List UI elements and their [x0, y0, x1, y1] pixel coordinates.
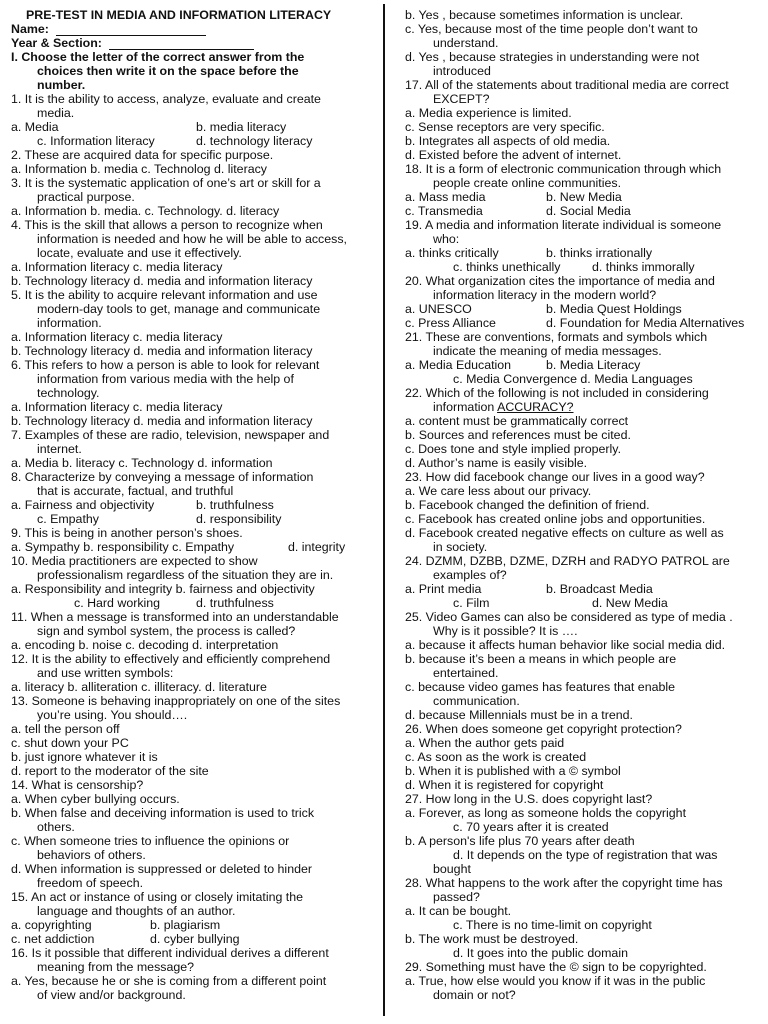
question-text: people create online communities.	[433, 176, 622, 190]
answer-choice: a. UNESCO	[405, 302, 472, 316]
question-text: 25. Video Games can also be considered as type of media .	[405, 610, 733, 624]
answer-choice: others.	[37, 820, 75, 834]
question-text: 20. What organization cites the importance of media and	[405, 274, 715, 288]
question-text: 4. This is the skill that allows a person to recognize when	[11, 218, 323, 232]
question-text: 13. Someone is behaving inappropriately on one of the sites	[11, 694, 341, 708]
answer-choice: c. Information literacy	[37, 134, 155, 148]
question-text: information literacy in the modern world?	[433, 288, 657, 302]
question-text: that is accurate, factual, and truthful	[37, 484, 234, 498]
answer-choice: a. Information literacy c. media literacy	[11, 260, 223, 274]
answer-choice: c. 70 years after it is created	[453, 820, 609, 834]
answer-choice: a. Information b. media. c. Technology. d. literacy	[11, 204, 280, 218]
answer-choice: d. Existed before the advent of internet.	[405, 148, 622, 162]
question-text: 14. What is censorship?	[11, 778, 144, 792]
question-text: 17. All of the statements about traditional media are correct	[405, 78, 729, 92]
answer-choice: in society.	[433, 540, 488, 554]
question-text: 16. Is it possible that different individual derives a different	[11, 946, 329, 960]
question-text: 21. These are conventions, formats and symbols which	[405, 330, 708, 344]
right-column	[388, 0, 768, 1024]
question-text: media.	[37, 106, 75, 120]
answer-choice: c. Does tone and style implied properly.	[405, 442, 622, 456]
answer-choice: b. Broadcast Media	[546, 582, 653, 596]
question-text: 23. How did facebook change our lives in a good way?	[405, 470, 705, 484]
answer-choice: b. Integrates all aspects of old media.	[405, 134, 611, 148]
answer-choice: a. Print media	[405, 582, 482, 596]
answer-choice: a. Information literacy c. media literacy	[11, 330, 223, 344]
answer-choice: b. media literacy	[196, 120, 287, 134]
answer-choice: d. because Millennials must be in a trend.	[405, 708, 633, 722]
left-column	[0, 0, 382, 1024]
answer-choice: a. True, how else would you know if it was in the public	[405, 974, 706, 988]
answer-choice: d. Yes , because strategies in understanding were not	[405, 50, 700, 64]
answer-choice: introduced	[433, 64, 491, 78]
question-text: technology.	[37, 386, 100, 400]
answer-choice: c. net addiction	[11, 932, 95, 946]
answer-choice: a. Fairness and objectivity	[11, 498, 155, 512]
answer-choice: c. Sense receptors are very specific.	[405, 120, 605, 134]
name-label: Name:	[11, 22, 53, 36]
question-text: professionalism regardless of the situation they are in.	[37, 568, 334, 582]
question-text: information from various media with the help of	[37, 372, 294, 386]
column-divider	[383, 4, 385, 1016]
answer-choice: a. Yes, because he or she is coming from a different point	[11, 974, 327, 988]
answer-choice: d. New Media	[592, 596, 668, 610]
answer-choice: c. Media Convergence d. Media Languages	[453, 372, 693, 386]
answer-choice: a. tell the person off	[11, 722, 120, 736]
answer-choice: b. Media Quest Holdings	[546, 302, 682, 316]
section-label: Year & Section:	[11, 36, 106, 50]
answer-choice: freedom of speech.	[37, 876, 144, 890]
question-text: and use written symbols:	[37, 666, 174, 680]
question-text: practical purpose.	[37, 190, 135, 204]
question-text: locate, evaluate and use it effectively.	[37, 246, 242, 260]
question-text: 5. It is the ability to acquire relevant information and use	[11, 288, 318, 302]
answer-choice: a. content must be grammatically correct	[405, 414, 629, 428]
answer-choice: d. integrity	[288, 540, 346, 554]
answer-choice: c. Empathy	[37, 512, 99, 526]
answer-choice: domain or not?	[433, 988, 516, 1002]
answer-choice: a. We care less about our privacy.	[405, 484, 592, 498]
answer-choice: a. because it affects human behavior like social media did.	[405, 638, 726, 652]
question-text: 12. It is the ability to effectively and efficiently comprehend	[11, 652, 331, 666]
answer-choice: behaviors of others.	[37, 848, 146, 862]
answer-choice: a. When the author gets paid	[405, 736, 565, 750]
answer-choice: a. Information literacy c. media literacy	[11, 400, 223, 414]
answer-choice: d. truthfulness	[196, 596, 274, 610]
answer-choice: a. Mass media	[405, 190, 486, 204]
answer-choice: d. When information is suppressed or deleted to hinder	[11, 862, 312, 876]
question-text: 9. This is being in another person’s shoes.	[11, 526, 243, 540]
question-text: 22. Which of the following is not included in considering	[405, 386, 709, 400]
answer-choice: c. because video games has features that enable	[405, 680, 676, 694]
answer-choice: a. Sympathy b. responsibility c. Empathy	[11, 540, 235, 554]
answer-choice: d. Facebook created negative effects on culture as well as	[405, 526, 724, 540]
question-text: 8. Characterize by conveying a message of information	[11, 470, 314, 484]
answer-choice: c. Hard working	[74, 596, 161, 610]
answer-choice: b. When false and deceiving information is used to trick	[11, 806, 315, 820]
answer-choice: d. Foundation for Media Alternatives	[546, 316, 745, 330]
question-text: 26. When does someone get copyright protection?	[405, 722, 682, 736]
question-text: Why is it possible? It is ….	[433, 624, 578, 638]
question-text: internet.	[37, 442, 82, 456]
question-text: information is needed and how he will be able to access,	[37, 232, 347, 246]
answer-choice: d. thinks immorally	[592, 260, 695, 274]
answer-choice: b. thinks irrationally	[546, 246, 653, 260]
answer-choice: a. Media b. literacy c. Technology d. information	[11, 456, 273, 470]
answer-choice: c. shut down your PC	[11, 736, 129, 750]
question-text: 27. How long in the U.S. does copyright last?	[405, 792, 653, 806]
answer-choice: c. When someone tries to influence the opinions or	[11, 834, 290, 848]
answer-choice: a. Media experience is limited.	[405, 106, 572, 120]
question-text	[433, 400, 574, 414]
instructions-line: number.	[37, 78, 86, 92]
answer-choice: b. truthfulness	[196, 498, 274, 512]
answer-choice: bought	[433, 862, 471, 876]
answer-choice: b. A person's life plus 70 years after death	[405, 834, 635, 848]
answer-choice: understand.	[433, 36, 499, 50]
question-text: language and thoughts of an author.	[37, 904, 236, 918]
answer-choice: b. Facebook changed the definition of friend.	[405, 498, 650, 512]
document-title: PRE-TEST IN MEDIA AND INFORMATION LITERACY	[26, 8, 332, 22]
section-field	[11, 36, 254, 50]
answer-choice: d. It goes into the public domain	[453, 946, 628, 960]
answer-choice: d. technology literacy	[196, 134, 313, 148]
answer-choice: c. There is no time-limit on copyright	[453, 918, 652, 932]
answer-choice: communication.	[433, 694, 520, 708]
answer-choice: b. Sources and references must be cited.	[405, 428, 631, 442]
name-blank	[56, 24, 206, 36]
answer-choice: a. literacy b. alliteration c. illiteracy. d. literature	[11, 680, 267, 694]
answer-choice: d. cyber bullying	[150, 932, 240, 946]
answer-choice: d. Author’s name is easily visible.	[405, 456, 588, 470]
question-text: 18. It is a form of electronic communication through which	[405, 162, 722, 176]
answer-choice: a. encoding b. noise c. decoding d. interpretation	[11, 638, 279, 652]
question-text: 10. Media practitioners are expected to show	[11, 554, 258, 568]
answer-choice: a. Information b. media c. Technolog d. literacy	[11, 162, 267, 176]
question-text: who:	[433, 232, 460, 246]
answer-choice: of view and/or background.	[37, 988, 186, 1002]
answer-choice: d. report to the moderator of the site	[11, 764, 209, 778]
answer-choice: a. thinks critically	[405, 246, 499, 260]
question-text: modern-day tools to get, manage and communicate	[37, 302, 321, 316]
accuracy-keyword: ACCURACY?	[497, 400, 574, 414]
answer-choice: c. Press Alliance	[405, 316, 496, 330]
answer-choice: d. It depends on the type of registration that was	[453, 848, 718, 862]
answer-choice: a. When cyber bullying occurs.	[11, 792, 180, 806]
answer-choice: a. Media	[11, 120, 59, 134]
question-text: 28. What happens to the work after the copyright time has	[405, 876, 723, 890]
question-text: 15. An act or instance of using or closely imitating the	[11, 890, 304, 904]
answer-choice: b. New Media	[546, 190, 622, 204]
answer-choice: d. responsibility	[196, 512, 282, 526]
answer-choice: b. When it is published with a © symbol	[405, 764, 621, 778]
question-text: 19. A media and information literate individual is someone	[405, 218, 722, 232]
answer-choice: c. Film	[453, 596, 490, 610]
question-text: 2. These are acquired data for specific purpose.	[11, 148, 274, 162]
name-field	[11, 22, 206, 36]
question-text: meaning from the message?	[37, 960, 195, 974]
question-text-part: information	[433, 400, 498, 414]
answer-choice: a. Responsibility and integrity b. fairness and objectivity	[11, 582, 315, 596]
answer-choice: d. Social Media	[546, 204, 631, 218]
instructions-line: choices then write it on the space before the	[37, 64, 299, 78]
answer-choice: entertained.	[433, 666, 499, 680]
question-text: examples of?	[433, 568, 507, 582]
question-text: 3. It is the systematic application of one’s art or skill for a	[11, 176, 321, 190]
answer-choice: b. Media Literacy	[546, 358, 641, 372]
question-text: you’re using. You should….	[37, 708, 188, 722]
answer-choice: b. The work must be destroyed.	[405, 932, 579, 946]
answer-choice: b. just ignore whatever it is	[11, 750, 158, 764]
instructions-line: I. Choose the letter of the correct answer from the	[11, 50, 305, 64]
question-text: passed?	[433, 890, 480, 904]
answer-choice: d. When it is registered for copyright	[405, 778, 604, 792]
question-text: 6. This refers to how a person is able to look for relevant	[11, 358, 320, 372]
question-text: information.	[37, 316, 102, 330]
answer-choice: c. As soon as the work is created	[405, 750, 587, 764]
answer-choice: a. copyrighting	[11, 918, 92, 932]
question-text: EXCEPT?	[433, 92, 490, 106]
answer-choice: b. Technology literacy d. media and information literacy	[11, 274, 313, 288]
answer-choice: b. plagiarism	[150, 918, 221, 932]
answer-choice: b. because it’s been a means in which people are	[405, 652, 677, 666]
question-text: 24. DZMM, DZBB, DZME, DZRH and RADYO PATROL are	[405, 554, 730, 568]
question-text: indicate the meaning of media messages.	[433, 344, 662, 358]
answer-choice: a. It can be bought.	[405, 904, 512, 918]
answer-choice: b. Yes , because sometimes information is unclear.	[405, 8, 684, 22]
question-text: 11. When a message is transformed into an understandable	[11, 610, 339, 624]
answer-choice: c. Facebook has created online jobs and opportunities.	[405, 512, 706, 526]
question-text: 7. Examples of these are radio, television, newspaper and	[11, 428, 330, 442]
question-text: sign and symbol system, the process is called?	[37, 624, 296, 638]
answer-choice: c. Yes, because most of the time people don’t want to	[405, 22, 698, 36]
answer-choice: a. Forever, as long as someone holds the copyright	[405, 806, 687, 820]
answer-choice: a. Media Education	[405, 358, 512, 372]
answer-choice: b. Technology literacy d. media and information literacy	[11, 344, 313, 358]
question-text: 1. It is the ability to access, analyze, evaluate and create	[11, 92, 321, 106]
question-text: 29. Something must have the © sign to be copyrighted.	[405, 960, 707, 974]
answer-choice: c. thinks unethically	[453, 260, 561, 274]
answer-choice: c. Transmedia	[405, 204, 483, 218]
section-blank	[109, 38, 254, 50]
answer-choice: b. Technology literacy d. media and information literacy	[11, 414, 313, 428]
